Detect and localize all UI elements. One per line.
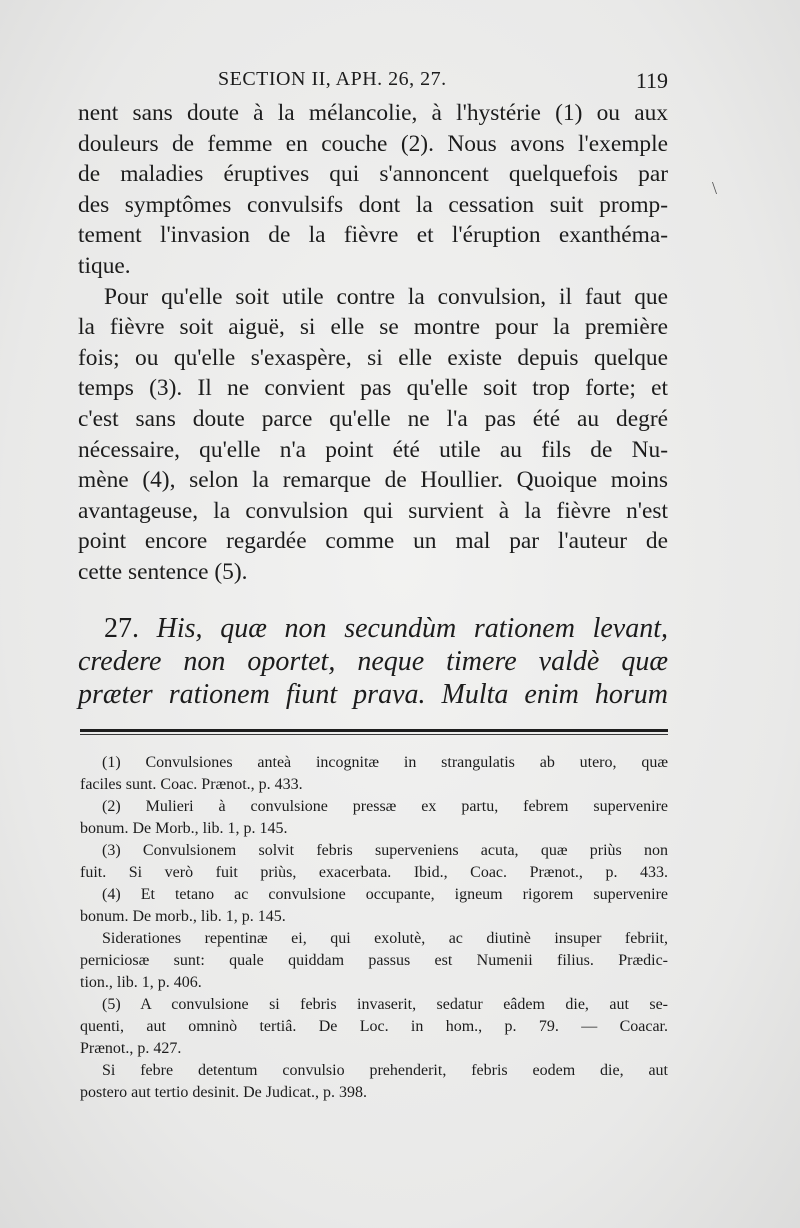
footnote-line: (1) Convulsiones anteà incognitæ in strangulatis ab utero, quæ <box>102 754 668 771</box>
footnote-line: (3) Convulsionem solvit febris superveniens acuta, quæ priùs non <box>102 842 668 859</box>
main-text <box>78 98 668 588</box>
text-line: douleurs de femme en couche (2). Nous avons l'exemple <box>78 130 668 157</box>
footnotes <box>80 752 668 1104</box>
footnote-line: perniciosæ sunt: quale quiddam passus est Numenii filius. Prædic- <box>80 952 668 969</box>
text-line: avantageuse, la convulsion qui survient à la fièvre n'est <box>78 497 668 524</box>
footnote-line: Si febre detentum convulsio prehenderit, febris eodem die, aut <box>102 1062 668 1079</box>
text-line: cette sentence (5). <box>78 558 248 585</box>
footnote-line: (2) Mulieri à convulsione pressæ ex partu, febrem supervenire <box>102 798 668 815</box>
text-line: tement l'invasion de la fièvre et l'éruption exanthéma- <box>78 222 668 249</box>
text-line: mène (4), selon la remarque de Houllier. Quoique moins <box>78 467 668 494</box>
footnote-line: (4) Et tetano ac convulsione occupante, igneum rigorem supervenire <box>102 886 668 903</box>
aphorism-text: His, quæ non secundùm rationem levant, <box>156 613 668 644</box>
footnote-line: Prænot., p. 427. <box>80 1040 182 1057</box>
footnote-line: quenti, aut omninò tertiâ. De Loc. in hom., p. 79. — Coacar. <box>80 1018 668 1035</box>
text-line: de maladies éruptives qui s'annoncent quelquefois par <box>78 161 668 188</box>
footnote-rule <box>80 729 668 732</box>
footnote-line: (5) A convulsione si febris invaserit, sedatur eâdem die, aut se- <box>102 996 668 1013</box>
text-line: des symptômes convulsifs dont la cessation suit promp- <box>78 191 668 218</box>
footnote-line: fuit. Si verò fuit priùs, exacerbata. Ibid., Coac. Prænot., p. 433. <box>80 864 668 881</box>
footnote-line: bonum. De Morb., lib. 1, p. 145. <box>80 820 288 837</box>
footnote-line: tion., lib. 1, p. 406. <box>80 974 202 991</box>
aphorism-line: credere non oportet, neque timere valdè quæ <box>78 646 668 677</box>
aphorism-line <box>78 612 668 645</box>
footnote-line: postero aut tertio desinit. De Judicat., p. 398. <box>80 1084 368 1101</box>
text-line: c'est sans doute parce qu'elle ne l'a pas été au degré <box>78 405 668 432</box>
footnote-rule-thin <box>80 734 668 735</box>
margin-mark: \ <box>712 178 718 198</box>
footnote-line: bonum. De morb., lib. 1, p. 145. <box>80 908 286 925</box>
aphorism <box>78 612 668 711</box>
text-line: tique. <box>78 252 131 279</box>
text-line: Pour qu'elle soit utile contre la convulsion, il faut que <box>104 283 668 310</box>
text-line: nécessaire, qu'elle n'a point été utile au fils de Nu- <box>78 436 668 463</box>
aphorism-number: 27. <box>104 613 139 644</box>
text-line: la fièvre soit aiguë, si elle se montre pour la première <box>78 314 668 341</box>
footnote-line: faciles sunt. Coac. Prænot., p. 433. <box>80 776 303 793</box>
text-line: fois; ou qu'elle s'exaspère, si elle existe depuis quelque <box>78 344 668 371</box>
text-line: temps (3). Il ne convient pas qu'elle soit trop forte; et <box>78 375 668 402</box>
running-head: SECTION II, APH. 26, 27. <box>218 68 447 90</box>
page-number: 119 <box>635 68 668 93</box>
aphorism-line: præter rationem fiunt prava. Multa enim horum <box>78 679 668 710</box>
running-header <box>78 68 668 98</box>
footnote-line: Siderationes repentinæ ei, qui exolutè, ac diutinè insuper febriit, <box>102 930 668 947</box>
text-line: nent sans doute à la mélancolie, à l'hystérie (1) ou aux <box>78 100 668 126</box>
text-line: point encore regardée comme un mal par l'auteur de <box>78 528 668 555</box>
